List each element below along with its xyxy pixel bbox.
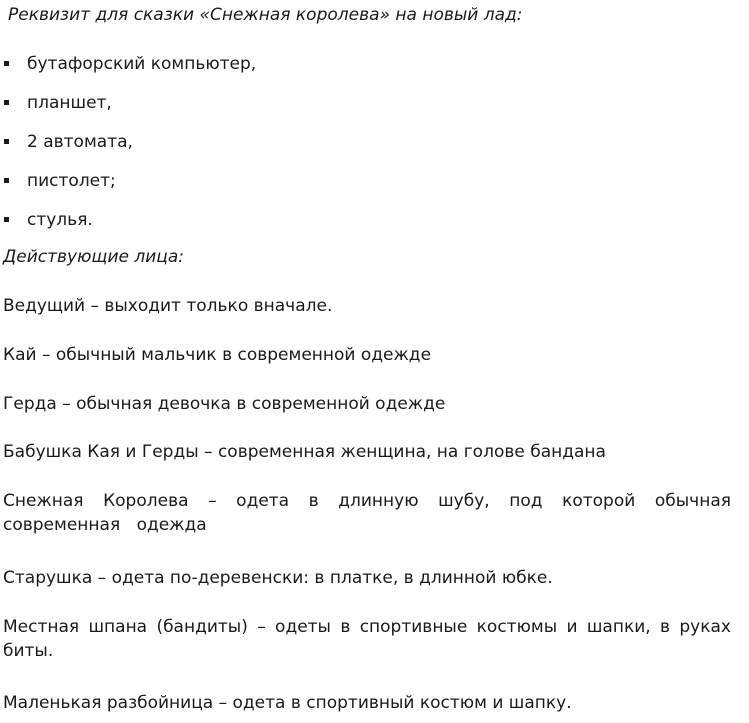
character-paragraph: Местная шпана (бандиты) – одеты в спортивные костюмы и шапки, в руках биты. xyxy=(3,617,731,661)
cast-heading: Действующие лица: xyxy=(3,247,184,267)
bullet-icon xyxy=(4,217,9,222)
bullet-icon xyxy=(4,178,9,183)
bullet-icon xyxy=(4,100,9,105)
prop-text: пистолет; xyxy=(27,171,116,191)
character-paragraph: Герда – обычная девочка в современной одежде xyxy=(3,394,446,414)
list-item xyxy=(0,169,256,208)
character-paragraph: Снежная Королева – одета в длинную шубу, под которой обычная современная одежда xyxy=(3,491,731,535)
bullet-icon xyxy=(4,139,9,144)
list-item xyxy=(0,91,256,130)
character-paragraph: Маленькая разбойница – одета в спортивный костюм и шапку. xyxy=(3,693,572,713)
character-paragraph: Кай – обычный мальчик в современной одежде xyxy=(3,345,432,365)
list-item xyxy=(0,52,256,91)
character-paragraph: Старушка – одета по-деревенски: в платке, в длинной юбке. xyxy=(3,568,553,588)
list-item xyxy=(0,130,256,169)
character-paragraph: Ведущий – выходит только вначале. xyxy=(3,296,333,316)
list-item xyxy=(0,208,256,247)
props-heading: Реквизит для сказки «Снежная королева» на новый лад: xyxy=(8,5,523,25)
prop-text: стулья. xyxy=(27,210,93,230)
prop-text: бутафорский компьютер, xyxy=(27,54,257,74)
prop-text: 2 автомата, xyxy=(27,132,133,152)
bullet-icon xyxy=(4,61,9,66)
props-list xyxy=(0,52,256,247)
character-paragraph: Бабушка Кая и Герды – современная женщина, на голове бандана xyxy=(3,442,606,462)
prop-text: планшет, xyxy=(27,93,112,113)
